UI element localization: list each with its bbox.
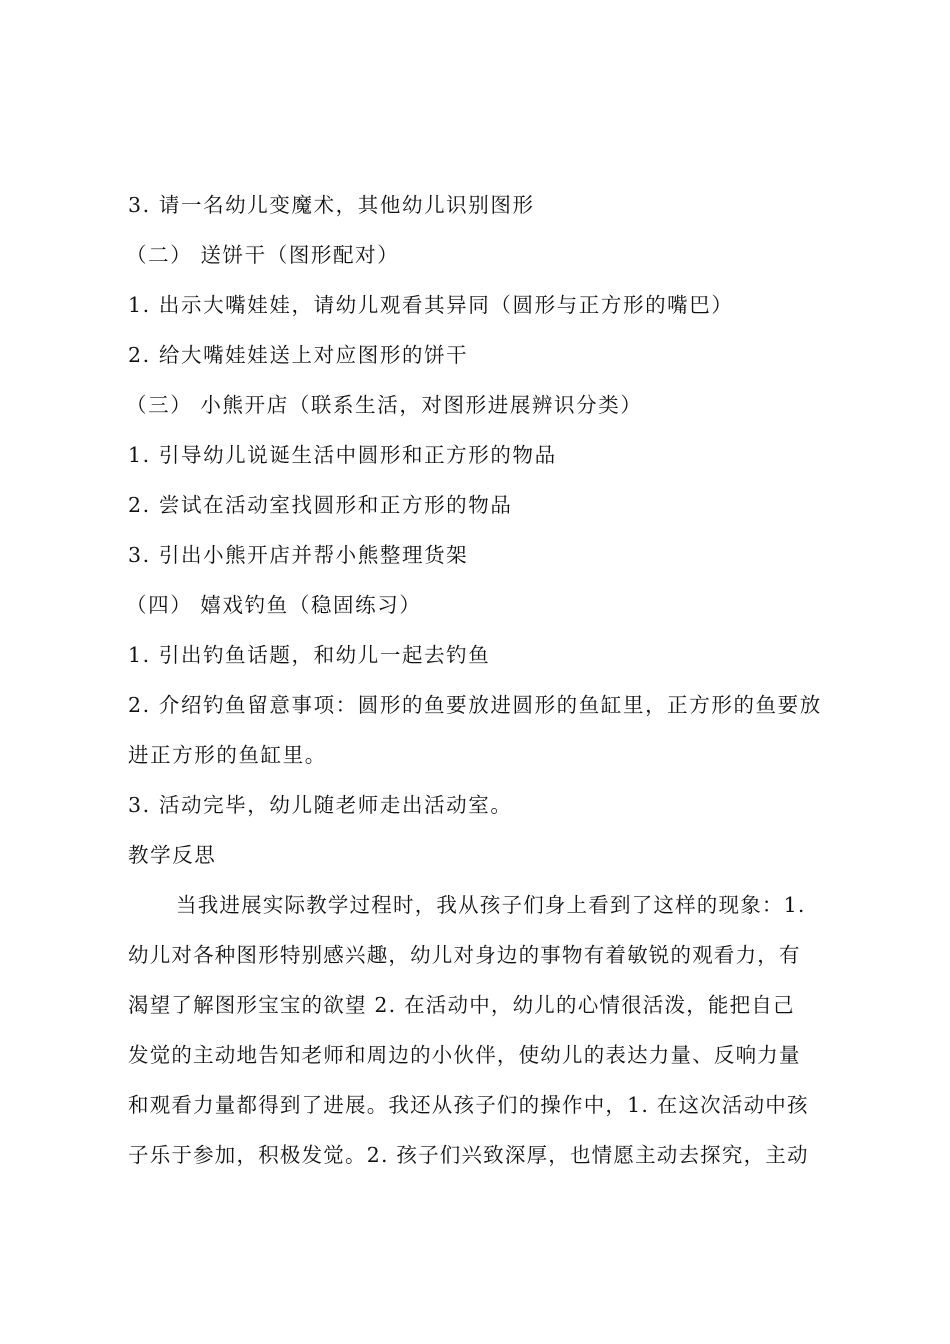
step-1-show-doll: 1. 出示大嘴娃娃，请幼儿观看其异同（圆形与正方形的嘴巴）	[128, 293, 734, 317]
reflection-line-4: 发觉的主动地告知老师和周边的小伙伴，使幼儿的表达力量、反响力量	[128, 1043, 801, 1067]
reflection-line-3: 渴望了解图形宝宝的欲望 2. 在活动中，幼儿的心情很活泼，能把自己	[128, 993, 795, 1017]
section-3-heading: （三） 小熊开店（联系生活，对图形进展辨识分类）	[126, 393, 643, 417]
step-3-end: 3. 活动完毕，幼儿随老师走出活动室。	[128, 793, 513, 817]
section-4-heading: （四） 嬉戏钓鱼（稳固练习）	[126, 593, 422, 617]
step-3-shelf: 3. 引出小熊开店并帮小熊整理货架	[128, 543, 469, 567]
step-2-find-items: 2. 尝试在活动室找圆形和正方形的物品	[128, 493, 513, 517]
reflection-line-2: 幼儿对各种图形特别感兴趣，幼儿对身边的事物有着敏锐的观看力，有	[128, 943, 801, 967]
reflection-heading: 教学反思	[128, 843, 217, 867]
step-3-magic: 3. 请一名幼儿变魔术，其他幼儿识别图形	[128, 193, 535, 217]
reflection-line-6: 子乐于参加，积极发觉。2. 孩子们兴致深厚，也情愿主动去探究，主动	[128, 1143, 809, 1167]
step-1-fishing-topic: 1. 引出钓鱼话题，和幼儿一起去钓鱼	[128, 643, 491, 667]
step-2-fishing-rules: 2. 介绍钓鱼留意事项：圆形的鱼要放进圆形的鱼缸里，正方形的鱼要放	[128, 693, 822, 717]
step-2-fishing-rules-cont: 进正方形的鱼缸里。	[128, 743, 327, 767]
section-2-heading: （二） 送饼干（图形配对）	[126, 243, 400, 267]
reflection-line-5: 和观看力量都得到了进展。我还从孩子们的操作中，1. 在这次活动中孩	[128, 1093, 809, 1117]
step-1-life-items: 1. 引导幼儿说诞生活中圆形和正方形的物品	[128, 443, 557, 467]
step-2-give-biscuit: 2. 给大嘴娃娃送上对应图形的饼干	[128, 343, 469, 367]
reflection-line-1: 当我进展实际教学过程时，我从孩子们身上看到了这样的现象：1.	[176, 893, 806, 917]
